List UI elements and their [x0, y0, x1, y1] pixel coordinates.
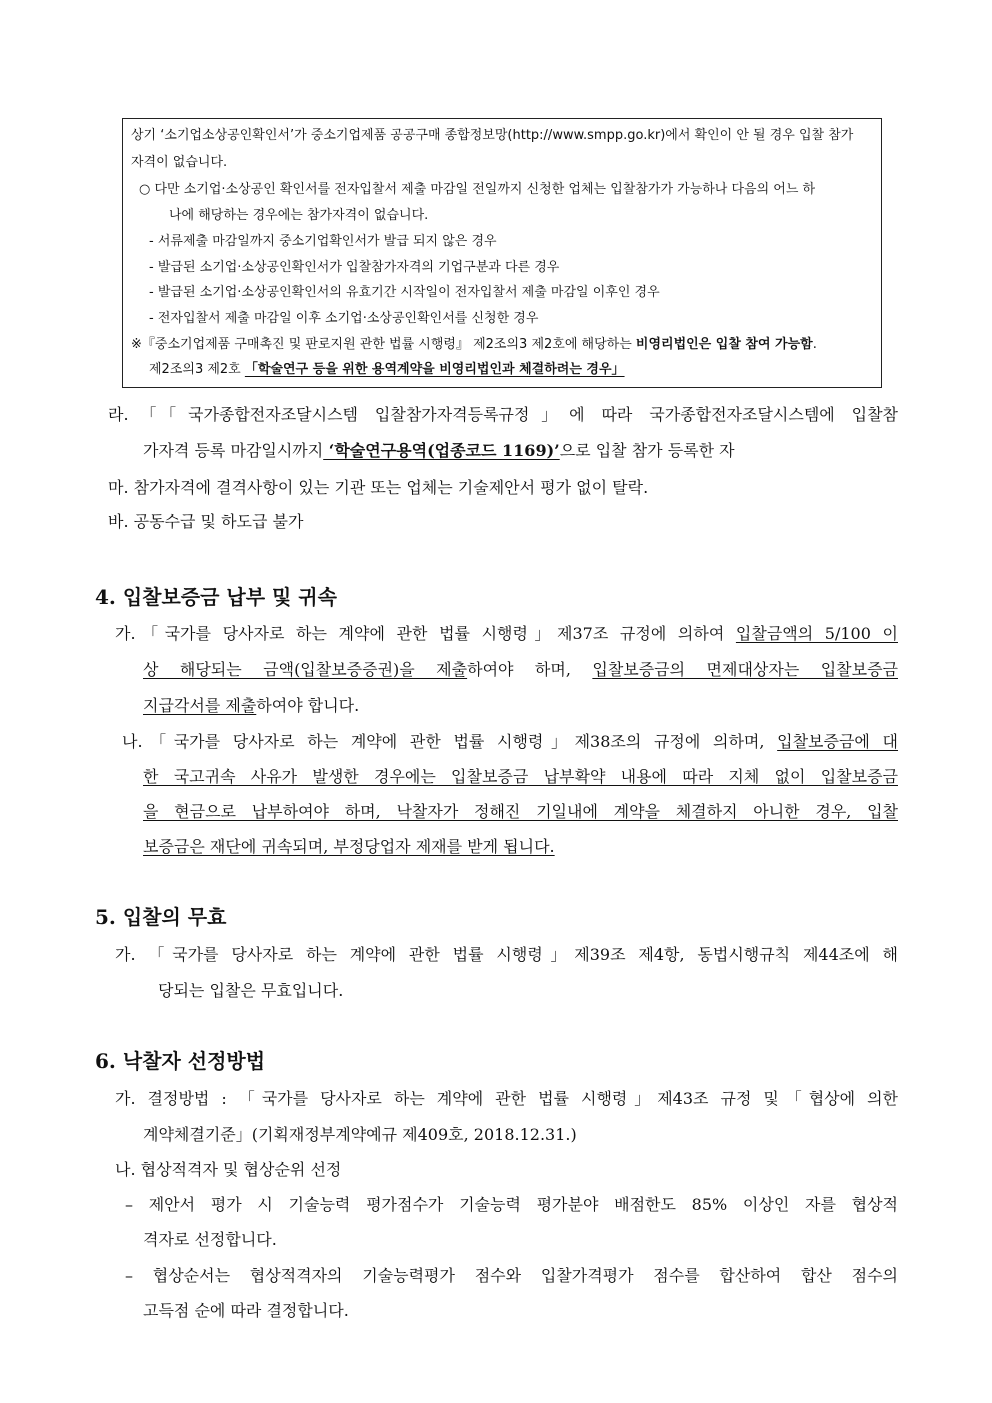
s6-dash2-line1: – 협상순서는 협상적격자의 기술능력평가 점수와 입찰가격평가 점수를 합산하여 합산 점수의 — [125, 1266, 898, 1285]
underlined-text: 상 해당되는 금액(입찰보증증권)을 제출 — [143, 660, 468, 679]
s6-dash2-line2: 고득점 순에 따라 결정합니다. — [143, 1301, 349, 1320]
underlined-text: 지급각서를 제출 — [143, 696, 257, 715]
notice-bullet: - 서류제출 마감일까지 중소기업확인서가 발급 되지 않은 경우 — [149, 234, 497, 249]
section-5-title: 5. 입찰의 무효 — [95, 905, 227, 929]
note-bold-underlined: 「학술연구 등을 위한 용역계약을 비영리법인과 체결하려는 경우」 — [244, 362, 625, 377]
s5-ga-line1: 가. 「국가를 당사자로 하는 계약에 관한 법률 시행령」제39조 제4항, 동법시행규칙 제44조에 해 — [115, 945, 898, 964]
notice-box — [122, 118, 882, 388]
note-end: . — [812, 337, 817, 352]
s6-dash1-line1: – 제안서 평가 시 기술능력 평가점수가 기술능력 평가분야 배점한도 85% 이상인 자를 협상적 — [125, 1195, 898, 1214]
text: 하여야 합니다. — [256, 696, 360, 715]
notice-bullet: - 전자입찰서 제출 마감일 이후 소기업·소상공인확인서를 신청한 경우 — [149, 311, 539, 326]
text: 하여야 하며, — [467, 660, 593, 679]
industry-code: ‘학술연구용역(업종코드 1169)’ — [323, 441, 560, 460]
notice-note — [131, 336, 817, 354]
notice-line: 상기 ‘소기업소상공인확인서’가 중소기업제품 공공구매 종합정보망(http://www.smpp.go.kr)에서 확인이 안 될 경우 입찰 참가 — [131, 128, 854, 143]
item-ra-line1: 라.「「국가종합전자조달시스템 입찰참가자격등록규정」에 따라 국가종합전자조달시스템에 입찰참 — [108, 405, 898, 424]
s5-ga-line2: 당되는 입찰은 무효입니다. — [158, 981, 344, 1000]
s4-na-line2: 한 국고귀속 사유가 발생한 경우에는 입찰보증금 납부확약 내용에 따라 지체 없이 입찰보증금 — [143, 767, 898, 786]
notice-line: ○ 다만 소기업·소상공인 확인서를 전자입찰서 제출 마감일 전일까지 신청한 업체는 입찰참가가 가능하나 다음의 어느 하 — [139, 182, 816, 197]
note-text: ※『중소기업제품 구매촉진 및 판로지원 관한 법률 시행령』 제2조의3 제2호에 해당하는 — [131, 337, 636, 352]
notice-bullet: - 발급된 소기업·소상공인확인서의 유효기간 시작일이 전자입찰서 제출 마감일 이후인 경우 — [149, 285, 660, 300]
notice-line: 나에 해당하는 경우에는 참가자격이 없습니다. — [169, 208, 429, 223]
text: 가.「국가를 당사자로 하는 계약에 관한 법률 시행령」제37조 규정에 의하여 — [115, 624, 736, 643]
section-6-title: 6. 낙찰자 선정방법 — [95, 1049, 266, 1073]
s4-ga-line2 — [143, 659, 898, 681]
s6-na: 나. 협상적격자 및 협상순위 선정 — [115, 1160, 342, 1179]
s4-ga-line1 — [115, 623, 898, 645]
text: 으로 입찰 참가 등록한 자 — [559, 441, 735, 460]
notice-line: 자격이 없습니다. — [131, 155, 228, 170]
text: 가자격 등록 마감일시까지 — [143, 441, 324, 460]
s4-na-line4: 보증금은 재단에 귀속되며, 부정당업자 제재를 받게 됩니다. — [143, 837, 555, 856]
s6-dash1-line2: 격자로 선정합니다. — [143, 1230, 277, 1249]
underlined-text: 입찰보증금의 면제대상자는 입찰보증금 — [592, 660, 898, 679]
note-text: 제2조의3 제2호 — [149, 362, 245, 377]
item-ra-line2 — [143, 440, 735, 462]
s6-ga-line2: 계약체결기준」(기획재정부계약예규 제409호, 2018.12.31.) — [143, 1125, 577, 1144]
item-ma: 마. 참가자격에 결격사항이 있는 기관 또는 업체는 기술제안서 평가 없이 탈락. — [108, 478, 649, 497]
section-4-title: 4. 입찰보증금 납부 및 귀속 — [95, 585, 337, 609]
item-ba: 바. 공동수급 및 하도급 불가 — [108, 512, 304, 531]
notice-note-2 — [149, 361, 625, 379]
underlined-text: 입찰보증금에 대 — [777, 732, 899, 751]
note-bold: 비영리법인은 입찰 참여 가능함 — [635, 337, 813, 352]
s6-ga-line1: 가. 결정방법 : 「국가를 당사자로 하는 계약에 관한 법률 시행령」제43조 규정 및「협상에 의한 — [115, 1089, 898, 1108]
s4-ga-line3 — [143, 695, 359, 717]
underlined-text: 입찰금액의 5/100 이 — [735, 624, 898, 643]
text: 나.「국가를 당사자로 하는 계약에 관한 법률 시행령」제38조의 규정에 의하며, — [122, 732, 778, 751]
s4-na-line3: 을 현금으로 납부하여야 하며, 낙찰자가 정해진 기일내에 계약을 체결하지 아니한 경우, 입찰 — [143, 802, 898, 821]
notice-bullet: - 발급된 소기업·소상공인확인서가 입찰참가자격의 기업구분과 다른 경우 — [149, 260, 560, 275]
s4-na-line1 — [122, 731, 898, 753]
